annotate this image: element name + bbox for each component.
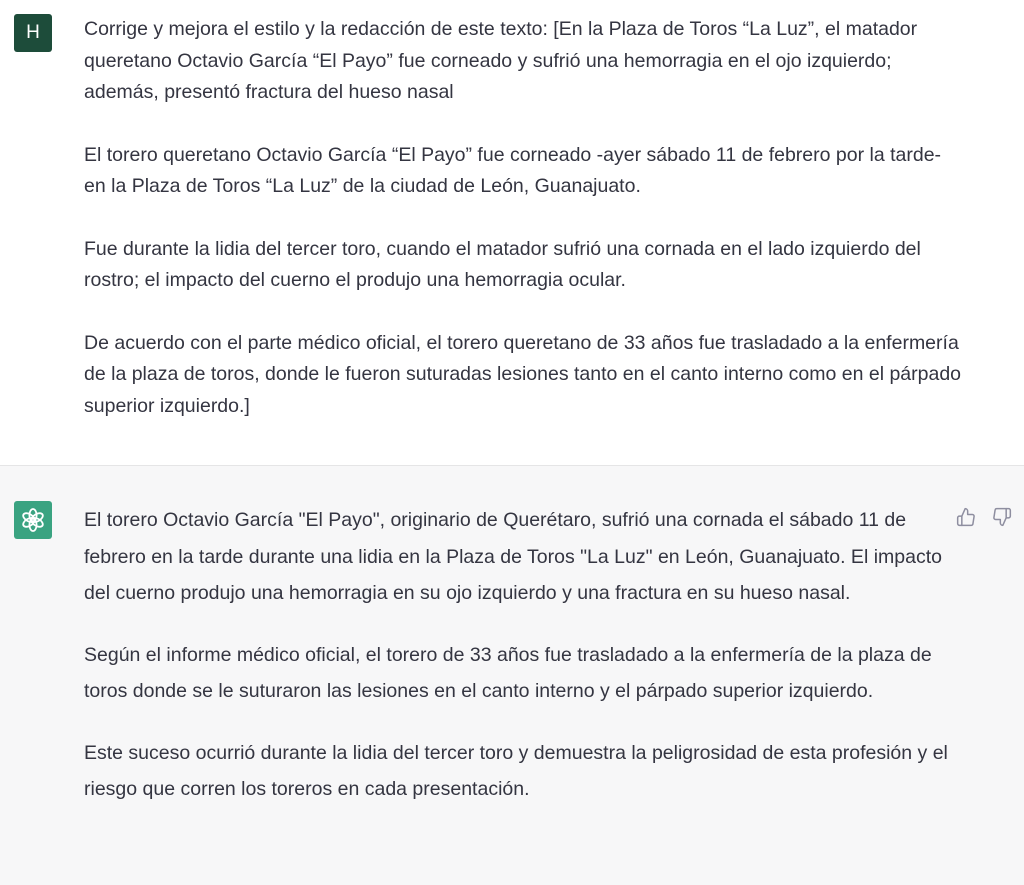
thumbs-down-button[interactable] — [991, 506, 1013, 528]
user-paragraph: Corrige y mejora el estilo y la redacción de este texto: [En la Plaza de Toros “La Luz”, el matador queretano Octavio García “El Payo” fue corneado y sufrió una hemorragia en el ojo izquierdo; además, presentó fractura del hueso nasal — [84, 18, 918, 103]
openai-logo-icon — [20, 507, 46, 533]
assistant-avatar — [14, 501, 52, 539]
user-avatar: H — [14, 14, 52, 52]
user-message-text — [84, 14, 964, 453]
assistant-message-text — [84, 502, 964, 833]
thumbs-up-button[interactable] — [955, 506, 977, 528]
user-paragraph: De acuerdo con el parte médico oficial, el torero queretano de 33 años fue trasladado a la enfermería de la plaza de toros, donde le fueron suturadas lesiones tanto en el canto interno como en el párpado superior izquierdo.] — [84, 331, 962, 417]
thumbs-up-icon — [956, 507, 976, 527]
assistant-paragraph: Según el informe médico oficial, el torero de 33 años fue trasladado a la enfermería de la plaza de toros donde se le suturaron las lesiones en el canto interno y el párpado superior izquierdo. — [84, 643, 932, 702]
user-paragraph: Fue durante la lidia del tercer toro, cuando el matador sufrió una cornada en el lado izquierdo del rostro; el impacto del cuerno el produjo una hemorragia ocular. — [84, 237, 921, 291]
assistant-message-row — [0, 466, 1024, 885]
assistant-paragraph: Este suceso ocurrió durante la lidia del tercer toro y demuestra la peligrosidad de esta profesión y el riesgo que corren los toreros en cada presentación. — [84, 741, 948, 800]
thumbs-down-icon — [992, 507, 1012, 527]
assistant-paragraph: El torero Octavio García "El Payo", originario de Querétaro, sufrió una cornada el sábado 11 de febrero en la tarde durante una lidia en la Plaza de Toros "La Luz" en León, Guanajuato. El impacto del cuerno produjo una hemorragia en su ojo izquierdo y una fractura en su hueso nasal. — [84, 509, 942, 604]
user-paragraph: El torero queretano Octavio García “El Payo” fue corneado -ayer sábado 11 de febrero por la tarde- en la Plaza de Toros “La Luz” de la ciudad de León, Guanajuato. — [84, 143, 942, 197]
